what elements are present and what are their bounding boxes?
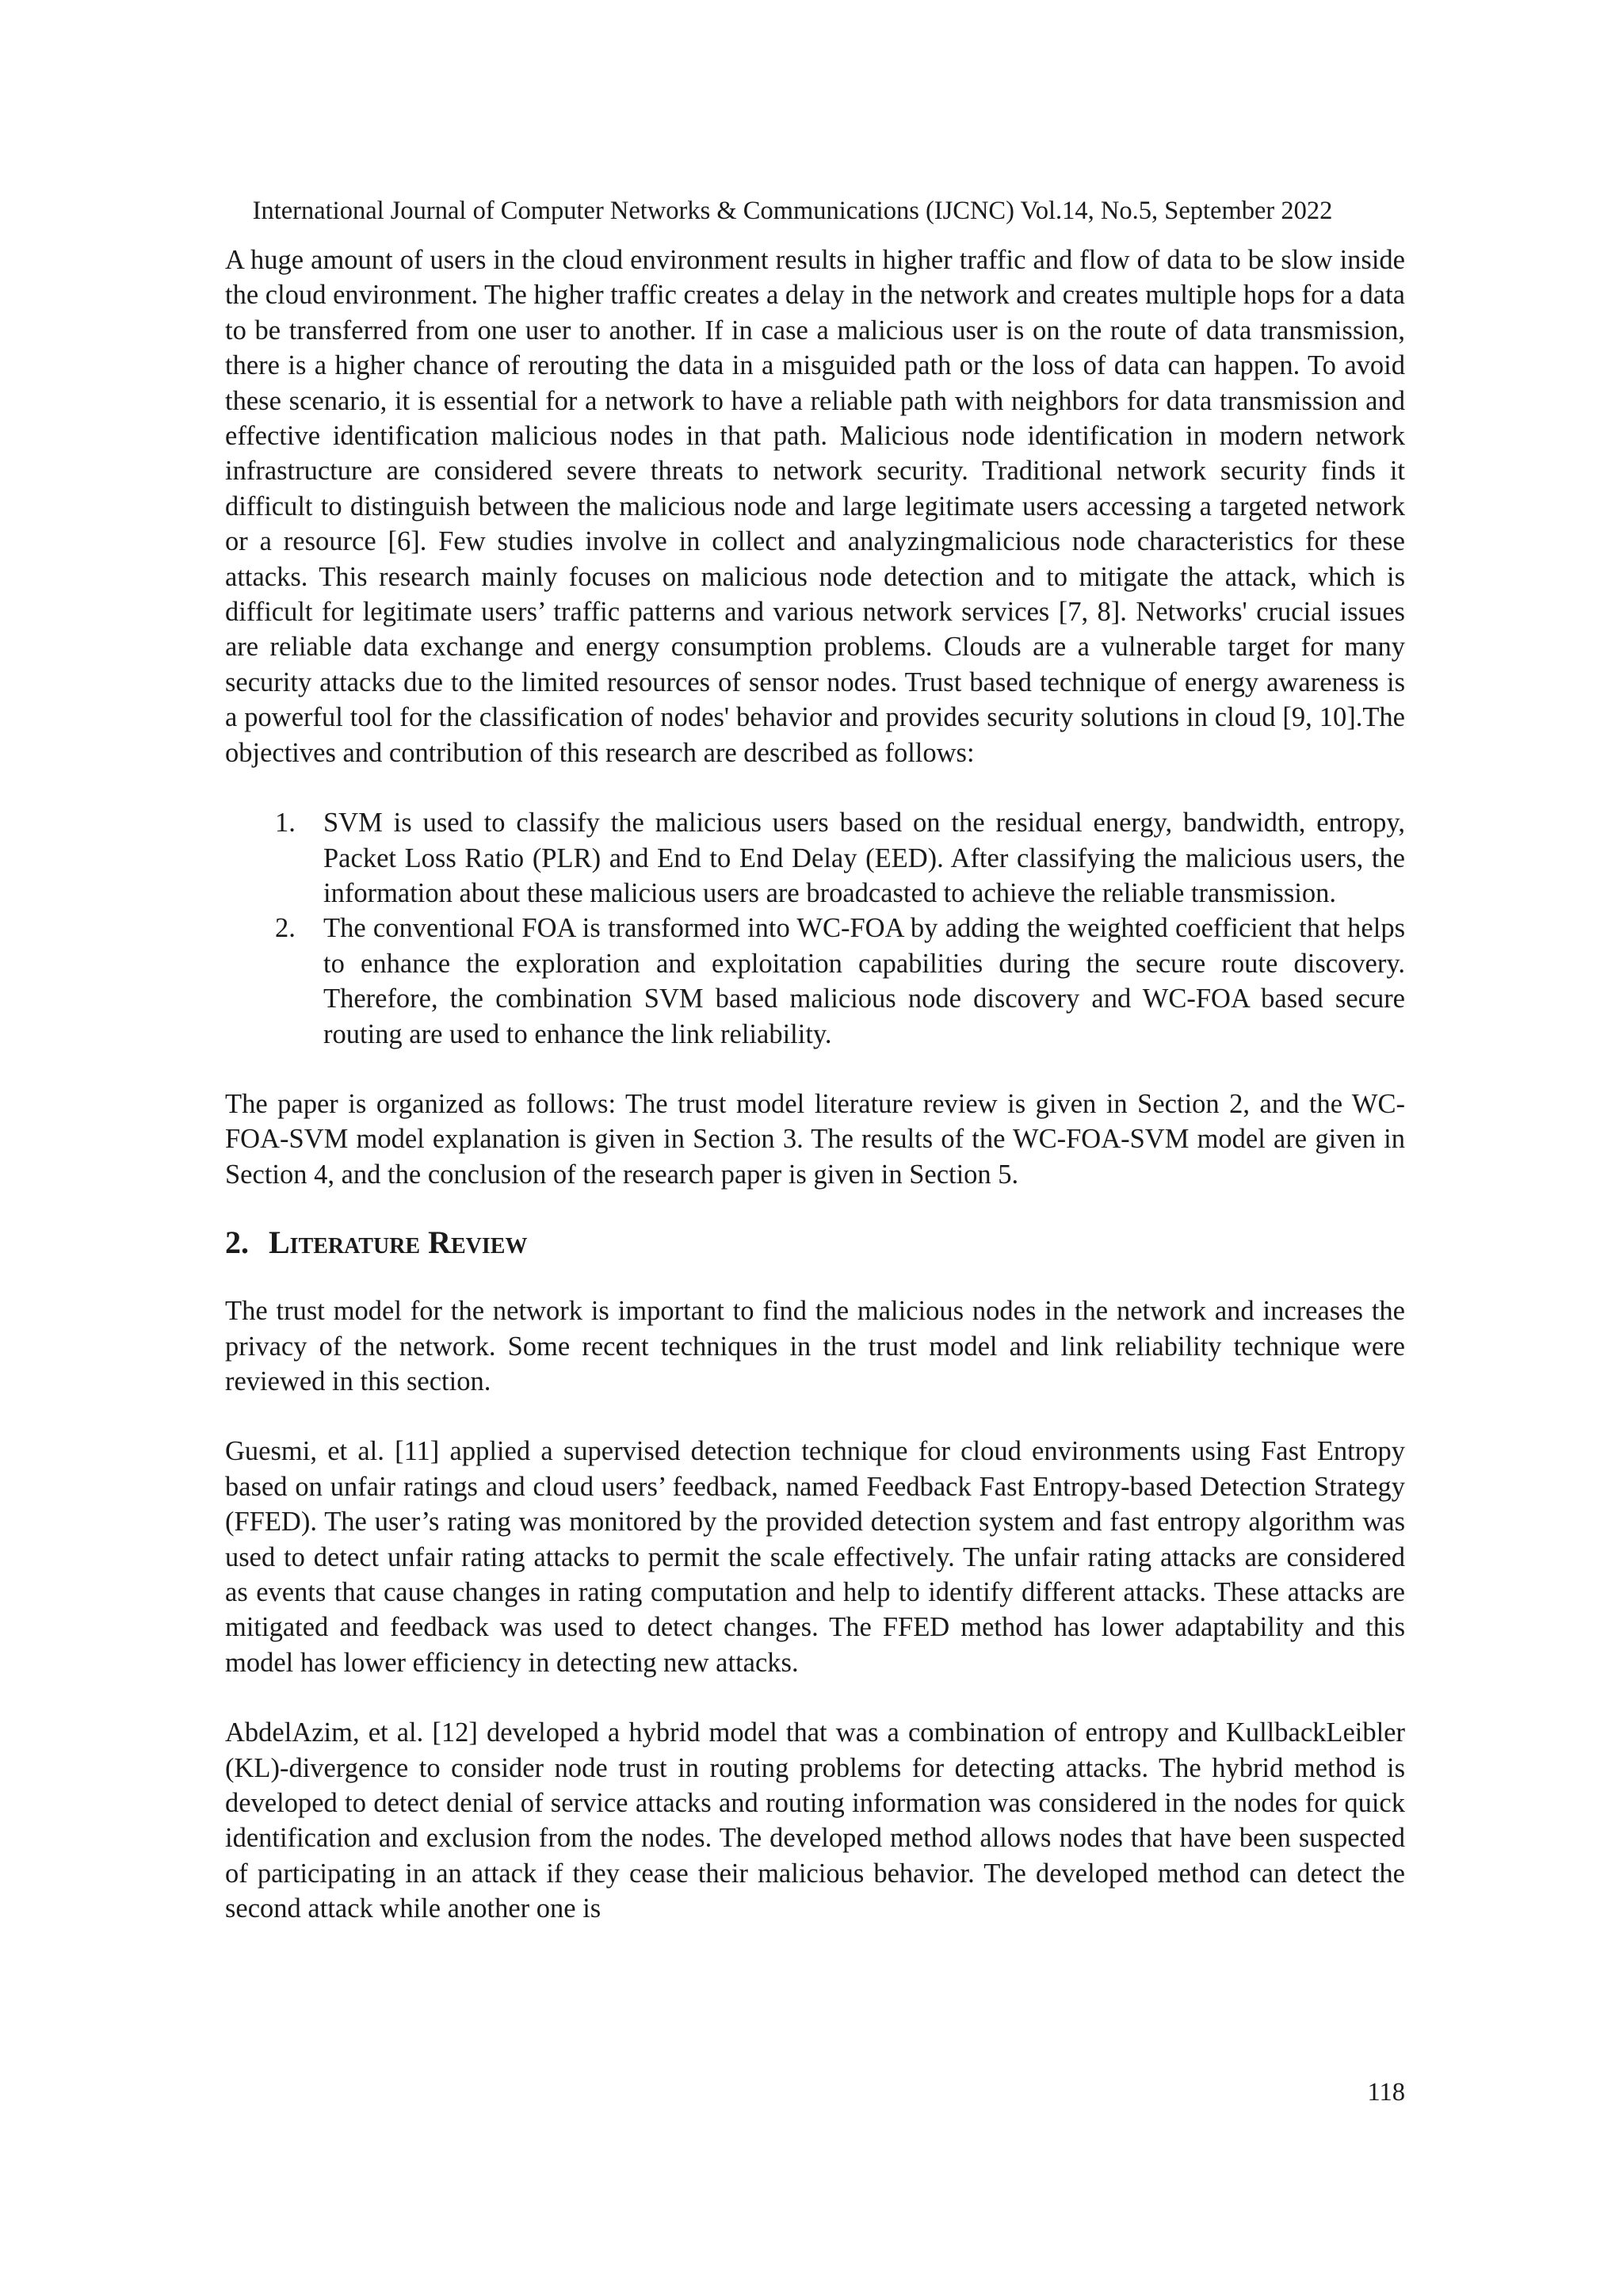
section2-paragraph-1: The trust model for the network is important to find the malicious nodes in the network and increases the privacy of the network. Some recent techniques in the trust model and link reliability technique were reviewed in this section. <box>225 1296 1405 1396</box>
list-item-text: SVM is used to classify the malicious users based on the residual energy, bandwidth, entropy, Packet Loss Ratio (PLR) and End to End Delay (EED). After classifying the malicious users, the information about these malicious users are broadcasted to achieve the reliable transmission. <box>323 808 1405 908</box>
page-body <box>225 243 1405 1927</box>
section-title: Literature Review <box>269 1224 528 1261</box>
intro-paragraph: A huge amount of users in the cloud environment results in higher traffic and flow of data to be slow inside the cloud environment. The higher traffic creates a delay in the network and creates multiple hops for a data to be transferred from one user to another. If in case a malicious user is on the route of data transmission, there is a higher chance of rerouting the data in a misguided path or the loss of data can happen. To avoid these scenario, it is essential for a network to have a reliable path with neighbors for data transmission and effective identification malicious nodes in that path. Malicious node identification in modern network infrastructure are considered severe threats to network security. Traditional network security finds it difficult to distinguish between the malicious node and large legitimate users accessing a targeted network or a resource [6]. Few studies involve in collect and analyzingmalicious node characteristics for these attacks. This research mainly focuses on malicious node detection and to mitigate the attack, which is difficult for legitimate users’ traffic patterns and various network services [7, 8]. Networks' crucial issues are reliable data exchange and energy consumption problems. Clouds are a vulnerable target for many security attacks due to the limited resources of sensor nodes. Trust based technique of energy awareness is a powerful tool for the classification of nodes' behavior and provides security solutions in cloud [9, 10].The objectives and contribution of this research are described as follows: <box>225 245 1405 768</box>
list-item-text: The conventional FOA is transformed into WC-FOA by adding the weighted coefficient that helps to enhance the exploration and exploitation capabilities during the secure route discovery. Therefore, the combination SVM based malicious node discovery and WC-FOA based secure routing are used to enhance the link reliability. <box>323 913 1405 1049</box>
running-header: International Journal of Computer Networks & Communications (IJCNC) Vol.14, No.5, September 2022 <box>252 197 1333 225</box>
section2-paragraph-2: Guesmi, et al. [11] applied a supervised detection technique for cloud environments using Fast Entropy based on unfair ratings and cloud users’ feedback, named Feedback Fast Entropy-based Detection Strategy (FFED). The user’s rating was monitored by the provided detection system and fast entropy algorithm was used to detect unfair rating attacks to permit the scale effectively. The unfair rating attacks are considered as events that cause changes in rating computation and help to identify different attacks. These attacks are mitigated and feedback was used to detect changes. The FFED method has lower adaptability and this model has lower efficiency in detecting new attacks. <box>225 1436 1405 1678</box>
list-item <box>225 805 1405 911</box>
list-item-number: 2. <box>275 913 296 944</box>
contributions-list <box>225 805 1405 1052</box>
section-number: 2. <box>225 1224 249 1261</box>
page-number: 118 <box>1367 2078 1405 2107</box>
list-item <box>225 911 1405 1052</box>
section2-paragraph-3: AbdelAzim, et al. [12] developed a hybrid model that was a combination of entropy and KullbackLeibler (KL)-divergence to consider node trust in routing problems for detecting attacks. The hybrid method is developed to detect denial of service attacks and routing information was considered in the nodes for quick identification and exclusion from the nodes. The developed method allows nodes that have been suspected of participating in an attack if they cease their malicious behavior. The developed method can detect the second attack while another one is <box>225 1717 1405 1924</box>
organization-paragraph: The paper is organized as follows: The trust model literature review is given in Section 2, and the WC-FOA-SVM model explanation is given in Section 3. The results of the WC-FOA-SVM model are given in Section 4, and the conclusion of the research paper is given in Section 5. <box>225 1088 1405 1190</box>
section-heading <box>225 1224 1405 1262</box>
list-item-number: 1. <box>275 808 296 839</box>
